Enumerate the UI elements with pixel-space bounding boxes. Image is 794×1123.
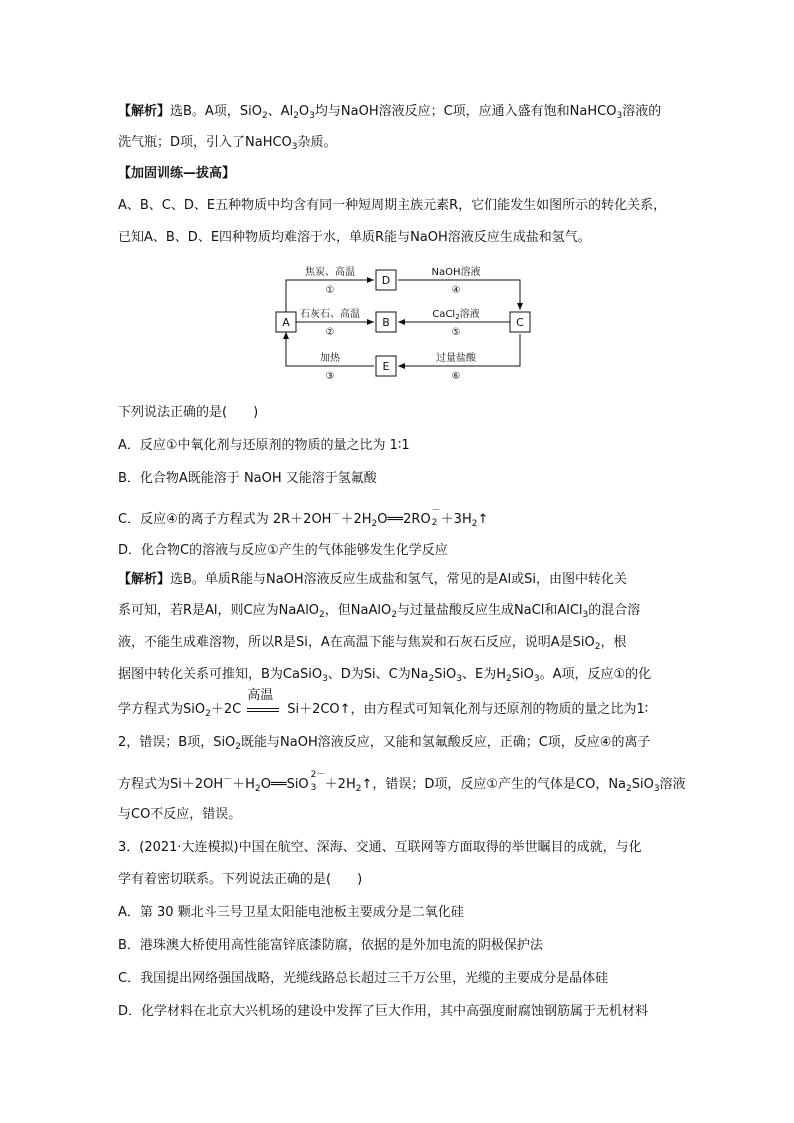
- q3-line2: 学有着密切联系。下列说法正确的是( ): [118, 872, 363, 887]
- explain2-line1: 【解析】选B。单质R能与NaOH溶液反应生成盐和氢气，常见的是Al或Si，由图中转化关: [118, 572, 628, 587]
- explain2-line3: 液，不能生成难溶物，所以R是Si，A在高温下能与焦炭和石灰石反应，说明A是SiO$_2$，根: [118, 635, 627, 652]
- explain2-line6: 2，错误；B项，SiO$_2$既能与NaOH溶液反应，又能和氢氟酸反应，正确；C项，反应④的离子: [118, 735, 651, 752]
- node-c: C: [516, 316, 524, 329]
- explain2-line8: 与CO不反应，错误。: [118, 807, 242, 822]
- question-line1: A、B、C、D、E五种物质中均含有同一种短周期主族元素R，它们能发生如图所示的转化关系，: [118, 198, 667, 213]
- q3-option-a: A．第 30 颗北斗三号卫星太阳能电池板主要成分是二氧化硅: [118, 905, 464, 920]
- explain-tag: 【解析】: [118, 572, 171, 587]
- node-b: B: [382, 316, 390, 329]
- reaction4-label: NaOH溶液: [431, 267, 481, 278]
- explain2-line5: 学方程式为SiO$_2$＋2C 高温 Si＋2CO↑，由方程式可知氧化剂与还原剂的物质的量之比为1∶: [118, 688, 649, 719]
- reaction3-label: 加热: [320, 353, 340, 364]
- node-a: A: [282, 316, 290, 329]
- explain1-line2: 洗气瓶；D项，引入了NaHCO$_3$杂质。: [118, 135, 337, 152]
- option-c: C．反应④的离子方程式为 $2R+2OH^-+2H_2O══2RO$ － 2 $+3H_2↑$: [118, 506, 489, 529]
- explain1-line1: 【解析】选B。A项，SiO$_2$、$Al_2O_3$均与NaOH溶液反应；C项，应通入盛有饱和NaHCO$_3$溶液的: [118, 104, 662, 121]
- option-a: A．反应①中氧化剂与还原剂的物质的量之比为 1∶1: [118, 438, 410, 453]
- reaction6-number: ⑥: [451, 371, 461, 380]
- q3-line1: 3．(2021·大连模拟)中国在航空、深海、交通、互联网等方面取得的举世瞩目的成就，与化: [118, 840, 642, 855]
- explain2-line7: 方程式为$Si+2OH^-+H_2O══SiO$ 2－ 3 $+2H_2↑$，错误；D项，反应①产生的气体是CO，$Na_2SiO_3$溶液: [118, 770, 686, 794]
- q3-option-b: B．港珠澳大桥使用高性能富锌底漆防腐，依据的是外加电流的阴极保护法: [118, 938, 543, 953]
- question-line2: 已知A、B、D、E四种物质均难溶于水，单质R能与NaOH溶液反应生成盐和氢气。: [118, 230, 591, 245]
- node-e: E: [382, 360, 390, 373]
- section-title: 【加固训练—拔高】: [118, 166, 236, 181]
- option-b: B．化合物A既能溶于 NaOH 又能溶于氢氟酸: [118, 471, 377, 486]
- reaction-condition: 高温: [241, 700, 287, 720]
- explain2-line4: 据图中转化关系可推知，B为CaSiO$_3$、D为Si、C为$Na_2SiO_3$、E为$H_2SiO_3$。A项，反应①的化: [118, 667, 652, 684]
- q3-option-c: C．我国提出网络强国战略，光缆线路总长超过三千万公里，光缆的主要成分是晶体硅: [118, 971, 609, 986]
- question-prompt: 下列说法正确的是( ): [118, 405, 259, 420]
- reaction1-label: 焦炭、高温: [305, 267, 355, 278]
- explain-tag: 【解析】: [118, 104, 171, 119]
- conversion-diagram: [272, 262, 536, 380]
- reaction2-label: 石灰石、高温: [300, 309, 360, 320]
- option-d: D．化合物C的溶液与反应①产生的气体能够发生化学反应: [118, 543, 448, 558]
- explain2-line2: 系可知，若R是Al，则C应为NaAlO$_2$，但NaAlO$_2$与过量盐酸反应生成NaCl和AlCl$_3$的混合溶: [118, 603, 641, 620]
- reaction5-number: ⑤: [451, 327, 461, 338]
- q3-option-d: D．化学材料在北京大兴机场的建设中发挥了巨大作用，其中高强度耐腐蚀钢筋属于无机材料: [118, 1004, 649, 1019]
- node-d: D: [381, 274, 391, 287]
- reaction2-number: ②: [325, 327, 335, 338]
- reaction5-label: CaCl$_2$溶液: [432, 309, 480, 321]
- reaction6-label: 过量盐酸: [436, 353, 476, 364]
- reaction4-number: ④: [451, 285, 461, 296]
- reaction1-number: ①: [325, 285, 335, 296]
- reaction3-number: ③: [325, 371, 335, 380]
